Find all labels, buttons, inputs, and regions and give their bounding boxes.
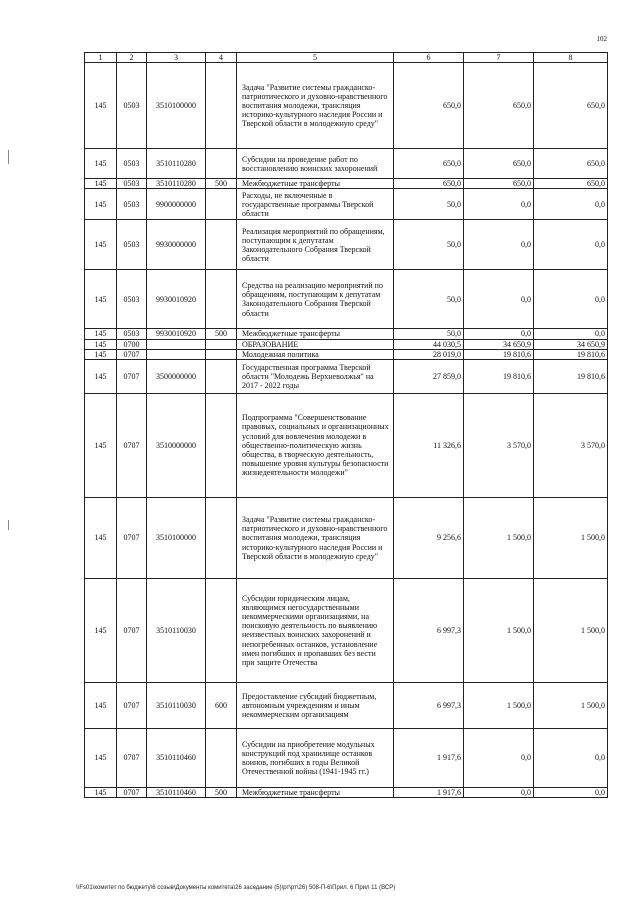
amount-cell-year2: 650,0	[464, 149, 534, 179]
target-article-cell: 3510110030	[147, 578, 206, 682]
amount-cell-year3: 34 650,9	[534, 339, 608, 349]
table-row	[85, 359, 608, 393]
table-row	[85, 149, 608, 179]
amount-cell-year2: 34 650,9	[464, 339, 534, 349]
header-row	[85, 53, 608, 63]
page-number: 102	[596, 35, 607, 43]
amount-cell-year3: 0,0	[534, 189, 608, 220]
expense-type-cell	[206, 149, 237, 179]
amount-cell-year3: 650,0	[534, 149, 608, 179]
amount-cell-year2: 0,0	[464, 270, 534, 329]
table-row	[85, 349, 608, 359]
table-row	[85, 787, 608, 797]
margin-mark	[8, 150, 9, 164]
target-article-cell: 3510000000	[147, 393, 206, 497]
table-row	[85, 270, 608, 329]
admin-code-cell: 145	[85, 578, 117, 682]
amount-cell-year2: 650,0	[464, 179, 534, 189]
expense-type-cell	[206, 728, 237, 787]
description-cell: Задача "Развитие системы гражданско-патриотического и духовно-нравственного воспитания молодежи, трансляция историко-культурного наследия России и Тверской области в молодежную среду"	[237, 63, 394, 149]
description-cell: Межбюджетные трансферты	[237, 787, 394, 797]
admin-code-cell: 145	[85, 682, 117, 728]
amount-cell-year2: 650,0	[464, 63, 534, 149]
amount-cell-year3: 1 500,0	[534, 682, 608, 728]
section-code-cell: 0707	[117, 728, 147, 787]
column-header: 7	[464, 53, 534, 63]
amount-cell-year1: 6 997,3	[394, 682, 464, 728]
amount-cell-year3: 19 810,6	[534, 359, 608, 393]
amount-cell-year3: 1 500,0	[534, 497, 608, 578]
amount-cell-year3: 19 810,6	[534, 349, 608, 359]
amount-cell-year1: 50,0	[394, 220, 464, 270]
amount-cell-year2: 0,0	[464, 189, 534, 220]
admin-code-cell: 145	[85, 189, 117, 220]
description-cell: ОБРАЗОВАНИЕ	[237, 339, 394, 349]
description-cell: Реализация мероприятий по обращениям, поступающим к депутатам Законодательного Собрания Тверской области	[237, 220, 394, 270]
admin-code-cell: 145	[85, 220, 117, 270]
column-header: 4	[206, 53, 237, 63]
table-row	[85, 179, 608, 189]
description-cell: Субсидии на приобретение модульных конструкций под хранилище останков воинов, погибших в годы Великой Отечественной войны (1941-1945 гг.)	[237, 728, 394, 787]
expense-type-cell: 500	[206, 179, 237, 189]
column-header: 2	[117, 53, 147, 63]
target-article-cell: 9930000000	[147, 220, 206, 270]
section-code-cell: 0707	[117, 578, 147, 682]
amount-cell-year2: 0,0	[464, 787, 534, 797]
description-cell: Субсидии на проведение работ по восстановлению воинских захоронений	[237, 149, 394, 179]
amount-cell-year2: 19 810,6	[464, 349, 534, 359]
section-code-cell: 0503	[117, 270, 147, 329]
table-row	[85, 728, 608, 787]
admin-code-cell: 145	[85, 270, 117, 329]
amount-cell-year1: 11 326,6	[394, 393, 464, 497]
section-code-cell: 0503	[117, 220, 147, 270]
target-article-cell: 3500000000	[147, 359, 206, 393]
footer-file-path: \\Fs01\комитет по бюджету\6 созыв\Документы комитета\26 заседание (5)\рт\рт\26) 508-П-6\Прил. 6 Прил 11 (ВСР)	[76, 885, 396, 891]
expense-type-cell	[206, 339, 237, 349]
admin-code-cell: 145	[85, 787, 117, 797]
admin-code-cell: 145	[85, 349, 117, 359]
amount-cell-year1: 1 917,6	[394, 728, 464, 787]
amount-cell-year2: 0,0	[464, 728, 534, 787]
target-article-cell: 3510100000	[147, 63, 206, 149]
target-article-cell: 3510100000	[147, 497, 206, 578]
description-cell: Средства на реализацию мероприятий по обращениям, поступающим к депутатам Законодательного Собрания Тверской области	[237, 270, 394, 329]
amount-cell-year3: 0,0	[534, 787, 608, 797]
section-code-cell: 0503	[117, 329, 147, 339]
section-code-cell: 0707	[117, 393, 147, 497]
budget-table	[84, 52, 608, 798]
amount-cell-year2: 0,0	[464, 220, 534, 270]
expense-type-cell	[206, 189, 237, 220]
expense-type-cell	[206, 393, 237, 497]
amount-cell-year1: 1 917,6	[394, 787, 464, 797]
column-header: 6	[394, 53, 464, 63]
section-code-cell: 0707	[117, 349, 147, 359]
target-article-cell: 9900000000	[147, 189, 206, 220]
amount-cell-year1: 44 030,5	[394, 339, 464, 349]
target-article-cell: 3510110460	[147, 728, 206, 787]
column-header: 5	[237, 53, 394, 63]
amount-cell-year3: 0,0	[534, 728, 608, 787]
amount-cell-year3: 0,0	[534, 270, 608, 329]
target-article-cell: 9930010920	[147, 270, 206, 329]
table-row	[85, 682, 608, 728]
admin-code-cell: 145	[85, 149, 117, 179]
column-header: 1	[85, 53, 117, 63]
description-cell: Молодежная политика	[237, 349, 394, 359]
admin-code-cell: 145	[85, 728, 117, 787]
amount-cell-year2: 0,0	[464, 329, 534, 339]
expense-type-cell: 500	[206, 787, 237, 797]
section-code-cell: 0503	[117, 63, 147, 149]
description-cell: Межбюджетные трансферты	[237, 179, 394, 189]
admin-code-cell: 145	[85, 339, 117, 349]
expense-type-cell: 500	[206, 329, 237, 339]
amount-cell-year3: 0,0	[534, 220, 608, 270]
section-code-cell: 0700	[117, 339, 147, 349]
table-row	[85, 189, 608, 220]
expense-type-cell	[206, 220, 237, 270]
admin-code-cell: 145	[85, 497, 117, 578]
amount-cell-year1: 50,0	[394, 329, 464, 339]
section-code-cell: 0503	[117, 179, 147, 189]
table-row	[85, 63, 608, 149]
amount-cell-year1: 650,0	[394, 149, 464, 179]
admin-code-cell: 145	[85, 393, 117, 497]
amount-cell-year1: 50,0	[394, 189, 464, 220]
amount-cell-year1: 9 256,6	[394, 497, 464, 578]
target-article-cell	[147, 349, 206, 359]
target-article-cell: 9930010920	[147, 329, 206, 339]
amount-cell-year3: 650,0	[534, 63, 608, 149]
amount-cell-year1: 6 997,3	[394, 578, 464, 682]
target-article-cell: 3510110030	[147, 682, 206, 728]
target-article-cell: 3510110280	[147, 149, 206, 179]
description-cell: Государственная программа Тверской области "Молодежь Верхневолжья" на 2017 - 2022 годы	[237, 359, 394, 393]
column-header: 8	[534, 53, 608, 63]
expense-type-cell	[206, 578, 237, 682]
table-row	[85, 578, 608, 682]
description-cell: Предоставление субсидий бюджетным, автономным учреждениям и иным некоммерческим организациям	[237, 682, 394, 728]
amount-cell-year1: 650,0	[394, 63, 464, 149]
expense-type-cell: 600	[206, 682, 237, 728]
admin-code-cell: 145	[85, 329, 117, 339]
amount-cell-year2: 1 500,0	[464, 578, 534, 682]
target-article-cell	[147, 339, 206, 349]
table-row	[85, 393, 608, 497]
table-row	[85, 220, 608, 270]
target-article-cell: 3510110280	[147, 179, 206, 189]
section-code-cell: 0707	[117, 787, 147, 797]
amount-cell-year2: 19 810,6	[464, 359, 534, 393]
table-row	[85, 497, 608, 578]
target-article-cell: 3510110460	[147, 787, 206, 797]
section-code-cell: 0707	[117, 359, 147, 393]
description-cell: Подпрограмма "Совершенствование правовых, социальных и организационных условий для вовлечения молодежи в общественно-политическую жизнь общества, в творческую деятельность, повышение уровня культуры безопасности жизнедеятельности молодежи"	[237, 393, 394, 497]
description-cell: Расходы, не включенные в государственные программы Тверской области	[237, 189, 394, 220]
table-row	[85, 339, 608, 349]
amount-cell-year1: 28 019,0	[394, 349, 464, 359]
margin-mark	[8, 520, 9, 530]
amount-cell-year2: 3 570,0	[464, 393, 534, 497]
admin-code-cell: 145	[85, 63, 117, 149]
table-row	[85, 329, 608, 339]
amount-cell-year1: 50,0	[394, 270, 464, 329]
expense-type-cell	[206, 497, 237, 578]
amount-cell-year3: 3 570,0	[534, 393, 608, 497]
amount-cell-year2: 1 500,0	[464, 682, 534, 728]
admin-code-cell: 145	[85, 179, 117, 189]
expense-type-cell	[206, 63, 237, 149]
amount-cell-year3: 0,0	[534, 329, 608, 339]
column-header: 3	[147, 53, 206, 63]
amount-cell-year3: 650,0	[534, 179, 608, 189]
section-code-cell: 0707	[117, 682, 147, 728]
amount-cell-year2: 1 500,0	[464, 497, 534, 578]
expense-type-cell	[206, 359, 237, 393]
section-code-cell: 0503	[117, 149, 147, 179]
amount-cell-year1: 27 859,0	[394, 359, 464, 393]
description-cell: Задача "Развитие системы гражданско-патриотического и духовно-нравственного воспитания молодежи, трансляция историко-культурного наследия России и Тверской области в молодежную среду"	[237, 497, 394, 578]
section-code-cell: 0707	[117, 497, 147, 578]
expense-type-cell	[206, 270, 237, 329]
amount-cell-year1: 650,0	[394, 179, 464, 189]
description-cell: Субсидии юридическим лицам, являющимся негосударственными некоммерческими организациями, на поисковую деятельность по выявлению неизвестных воинских захоронений и непогребенных останков, установление имен погибших и пропавших без вести при защите Отечества	[237, 578, 394, 682]
admin-code-cell: 145	[85, 359, 117, 393]
expense-type-cell	[206, 349, 237, 359]
section-code-cell: 0503	[117, 189, 147, 220]
amount-cell-year3: 1 500,0	[534, 578, 608, 682]
description-cell: Межбюджетные трансферты	[237, 329, 394, 339]
